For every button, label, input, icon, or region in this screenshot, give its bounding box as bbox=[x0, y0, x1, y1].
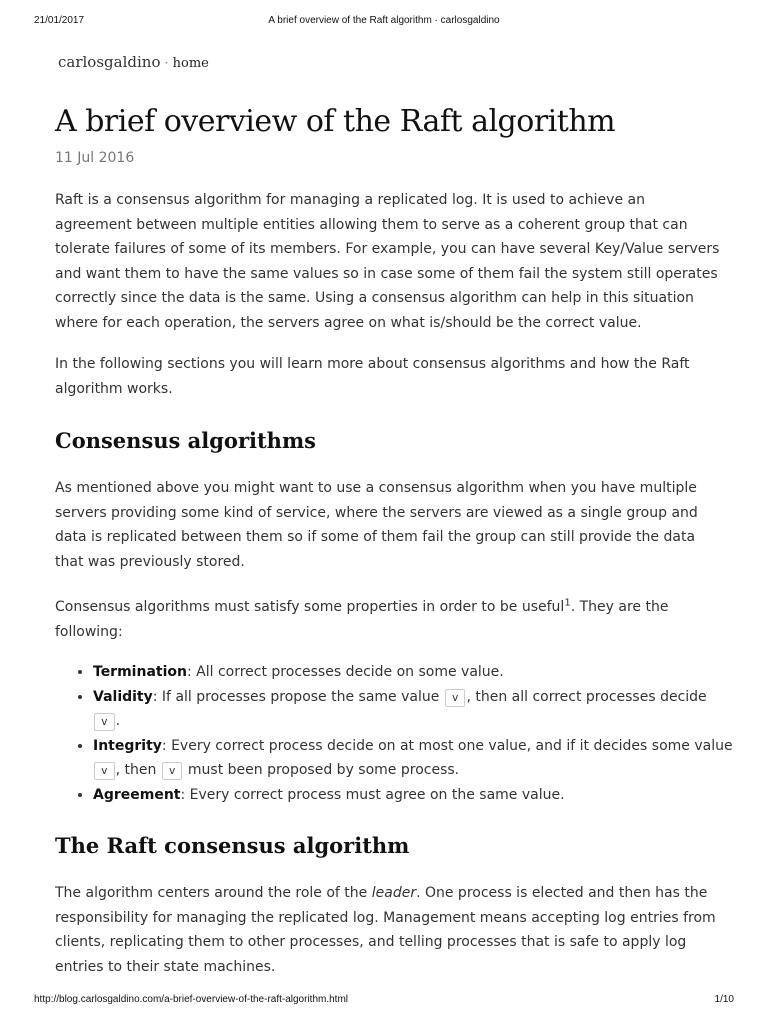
inline-code: v bbox=[94, 762, 115, 780]
properties-list bbox=[75, 660, 733, 808]
consensus-p2 bbox=[55, 595, 720, 644]
post-date: 11 Jul 2016 bbox=[55, 150, 135, 166]
list-item bbox=[93, 660, 733, 685]
consensus-p2-text: Consensus algorithms must satisfy some properties in order to be useful bbox=[55, 599, 565, 615]
inline-code: v bbox=[162, 762, 183, 780]
inline-code: v bbox=[94, 713, 115, 731]
property-text: : Every correct process must agree on the same value. bbox=[180, 786, 565, 803]
print-page-number: 1/10 bbox=[714, 994, 734, 1005]
print-url: http://blog.carlosgaldino.com/a-brief-overview-of-the-raft-algorithm.html bbox=[34, 994, 349, 1005]
raft-p1-text: The algorithm centers around the role of the bbox=[55, 885, 372, 901]
consensus-paragraph-1 bbox=[55, 476, 720, 574]
property-term: Termination bbox=[93, 664, 187, 680]
property-text: , then all correct processes decide bbox=[466, 688, 707, 705]
site-name-link[interactable]: carlosgaldino bbox=[58, 53, 161, 71]
print-page-title: A brief overview of the Raft algorithm · carlosgaldino bbox=[268, 15, 500, 26]
section-heading-raft: The Raft consensus algorithm bbox=[55, 833, 410, 858]
raft-paragraph-1 bbox=[55, 881, 720, 979]
inline-code: v bbox=[445, 689, 466, 707]
print-header bbox=[34, 15, 734, 31]
property-text: . bbox=[115, 713, 121, 730]
raft-p1-text-end: . One process is elected and then has the responsibility for managing the replicated log. Management means accepting log entries from clients, replicating them to other processes, and telling processes that is safe to apply log entries to their state machines. bbox=[55, 885, 716, 975]
property-text: : Every correct process decide on at most one value, and if it decides some value bbox=[161, 737, 733, 754]
post-title: A brief overview of the Raft algorithm bbox=[55, 104, 616, 139]
print-date: 21/01/2017 bbox=[34, 15, 85, 26]
property-text: , then bbox=[115, 762, 161, 779]
intro-p1-text: Raft is a consensus algorithm for managing a replicated log. It is used to achieve an agreement between multiple entities allowing them to serve as a coherent group that can tolerate failures of some of its members. For example, you can have several Key/Value servers and want them to have the same values so in case some of them fail the system still operates correctly since the data is the same. Using a consensus algorithm can help in this situation where for each operation, the servers agree on what is/should be the correct value. bbox=[55, 192, 720, 331]
raft-p1 bbox=[55, 881, 720, 979]
section-heading-consensus: Consensus algorithms bbox=[55, 428, 316, 453]
consensus-paragraph-2 bbox=[55, 595, 720, 644]
nav-separator: · bbox=[164, 56, 169, 71]
site-nav bbox=[58, 53, 209, 71]
list-item bbox=[93, 685, 733, 734]
property-term: Validity bbox=[93, 688, 153, 705]
footnote-ref-1[interactable]: 1 bbox=[564, 597, 571, 609]
intro-p2-text: In the following sections you will learn more about consensus algorithms and how the Raft algorithm works. bbox=[55, 356, 690, 397]
property-text: must been proposed by some process. bbox=[183, 762, 460, 779]
print-footer bbox=[34, 994, 734, 1010]
emphasis-leader: leader bbox=[371, 885, 417, 901]
consensus-p2-text-end: . They are the following: bbox=[55, 599, 669, 640]
home-link[interactable]: home bbox=[172, 56, 209, 71]
property-text: : All correct processes decide on some value. bbox=[186, 664, 504, 680]
property-term: Integrity bbox=[93, 737, 162, 754]
list-item bbox=[93, 783, 733, 808]
consensus-p1-text: As mentioned above you might want to use a consensus algorithm when you have multiple servers providing some kind of service, where the servers are viewed as a single group and data is replicated between them so if some of them fail the group can still provide the data that was previously stored. bbox=[55, 480, 698, 570]
property-text: : If all processes propose the same value bbox=[152, 688, 444, 705]
property-term: Agreement bbox=[93, 786, 181, 803]
intro-paragraph-2 bbox=[55, 352, 720, 401]
list-item bbox=[93, 734, 733, 783]
intro-paragraph-1 bbox=[55, 188, 720, 336]
